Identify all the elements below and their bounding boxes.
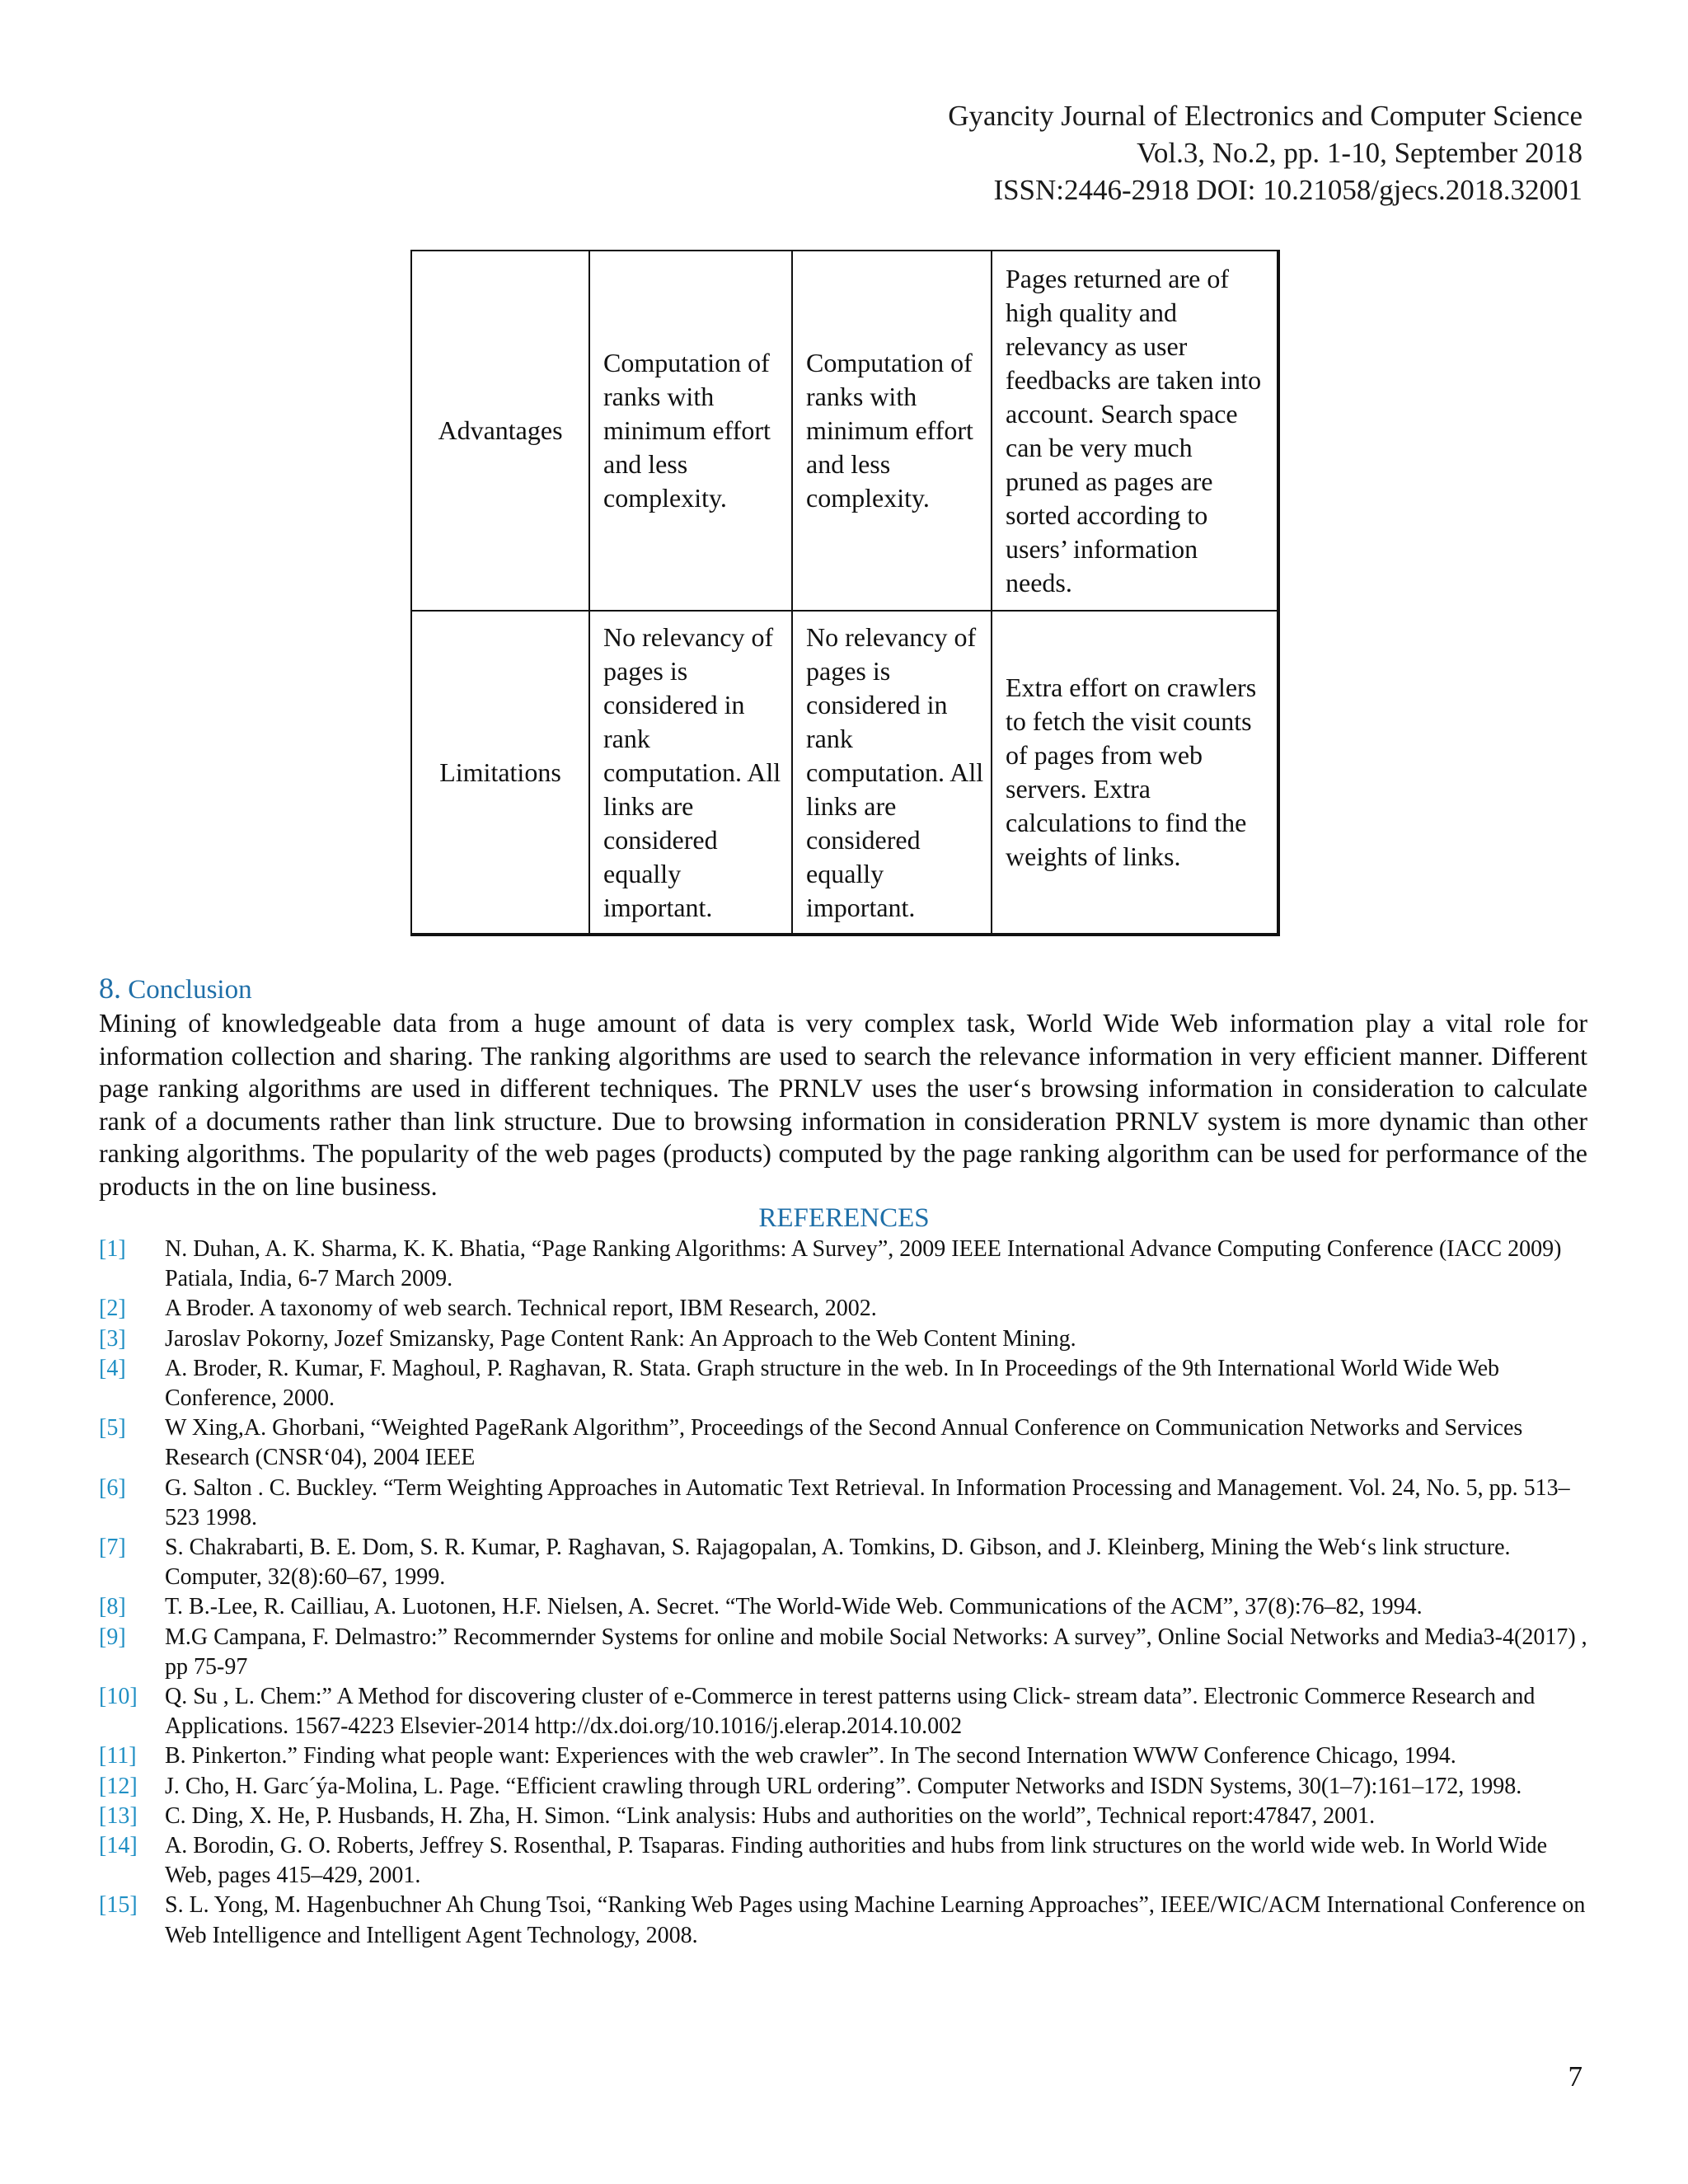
reference-item xyxy=(99,1413,1587,1473)
reference-number-link[interactable]: [11] xyxy=(99,1743,137,1769)
reference-item xyxy=(99,1533,1587,1592)
references-list xyxy=(99,1235,1587,1951)
reference-item xyxy=(99,1354,1587,1413)
reference-text: J. Cho, H. Garc´ýa-Molina, L. Page. “Efficient crawling through URL ordering”. Computer Networks and ISDN Systems, 30(1–7):161–172, 1998. xyxy=(165,1773,1522,1799)
reference-number-link[interactable]: [13] xyxy=(99,1802,138,1829)
section-heading-conclusion xyxy=(99,971,252,1007)
reference-number-link[interactable]: [12] xyxy=(99,1773,138,1799)
reference-number-link[interactable]: [9] xyxy=(99,1624,126,1650)
reference-item xyxy=(99,1623,1587,1682)
table-cell: Extra effort on crawlers to fetch the visit counts of pages from web servers. Extra calculations to find the weights of links. xyxy=(992,611,1278,935)
reference-number-link[interactable]: [1] xyxy=(99,1236,126,1262)
reference-number-link[interactable]: [3] xyxy=(99,1325,126,1352)
references-heading: REFERENCES xyxy=(758,1203,930,1233)
reference-item xyxy=(99,1682,1587,1741)
journal-name: Gyancity Journal of Electronics and Computer Science xyxy=(948,100,1582,132)
reference-text: T. B.-Lee, R. Cailliau, A. Luotonen, H.F. Nielsen, A. Secret. “The World-Wide Web. Communications of the ACM”, 37(8):76–82, 1994. xyxy=(165,1594,1423,1620)
reference-number-link[interactable]: [14] xyxy=(99,1833,138,1859)
table-cell: Computation of ranks with minimum effort and less complexity. xyxy=(792,251,992,611)
conclusion-body xyxy=(99,1007,1587,1202)
reference-item xyxy=(99,1235,1587,1294)
table-cell: Computation of ranks with minimum effort and less complexity. xyxy=(589,251,792,611)
reference-item xyxy=(99,1831,1587,1891)
reference-item xyxy=(99,1474,1587,1533)
reference-item xyxy=(99,1741,1587,1771)
reference-text: B. Pinkerton.” Finding what people want: Experiences with the web crawler”. In The second Internation WWW Conference Chicago, 1994. xyxy=(165,1743,1456,1769)
reference-text: A. Broder, R. Kumar, F. Maghoul, P. Raghavan, R. Stata. Graph structure in the web. In In Proceedings of the 9th International World Wide Web Conference, 2000. xyxy=(165,1355,1500,1412)
table-row-limitations xyxy=(411,611,1278,935)
reference-number-link[interactable]: [6] xyxy=(99,1474,126,1501)
conclusion-paragraph: Mining of knowledgeable data from a huge amount of data is very complex task, World Wide Web information play a vital role for information collection and sharing. The ranking algorithms are used to search the relevance information in very efficient manner. Different page ranking algorithms are used in different techniques. The PRNLV uses the user‘s browsing information in consideration to calculate rank of a documents rather than link structure. Due to browsing information in consideration PRNLV system is more dynamic than other ranking algorithms. The popularity of the web pages (products) computed by the page ranking algorithm can be used for performance of the products in the on line business. xyxy=(99,1008,1587,1201)
reference-text: C. Ding, X. He, P. Husbands, H. Zha, H. Simon. “Link analysis: Hubs and authorities on the world”, Technical report:47847, 2001. xyxy=(165,1802,1376,1829)
reference-number-link[interactable]: [2] xyxy=(99,1296,126,1322)
reference-item xyxy=(99,1891,1587,1950)
section-title: Conclusion xyxy=(128,975,252,1005)
table-cell: Pages returned are of high quality and relevancy as user feedbacks are taken into account. Search space can be very much pruned as pages are sorted according to users’ information needs. xyxy=(992,251,1278,611)
table-row-advantages xyxy=(411,251,1278,611)
reference-item xyxy=(99,1802,1587,1831)
reference-number-link[interactable]: [7] xyxy=(99,1535,126,1561)
page-number: 7 xyxy=(1568,2060,1582,2093)
row-label-limitations: Limitations xyxy=(411,611,589,935)
reference-item xyxy=(99,1324,1587,1354)
reference-item xyxy=(99,1592,1587,1622)
comparison-table xyxy=(410,250,1280,936)
table-cell: No relevancy of pages is considered in rank computation. All links are considered equally important. xyxy=(589,611,792,935)
journal-header xyxy=(593,97,1582,209)
reference-text: N. Duhan, A. K. Sharma, K. K. Bhatia, “Page Ranking Algorithms: A Survey”, 2009 IEEE International Advance Computing Conference (IACC 2009) Patiala, India, 6-7 March 2009. xyxy=(165,1236,1562,1292)
reference-text: Jaroslav Pokorny, Jozef Smizansky, Page Content Rank: An Approach to the Web Content Mining. xyxy=(165,1325,1076,1352)
reference-item xyxy=(99,1294,1587,1324)
reference-number-link[interactable]: [15] xyxy=(99,1892,138,1919)
section-number: 8. xyxy=(99,972,121,1005)
reference-number-link[interactable]: [4] xyxy=(99,1355,126,1381)
journal-volume: Vol.3, No.2, pp. 1-10, September 2018 xyxy=(1137,137,1582,169)
reference-text: M.G Campana, F. Delmastro:” Recommernder Systems for online and mobile Social Networks: A survey”, Online Social Networks and Media3-4(2017) , pp 75-97 xyxy=(165,1624,1587,1680)
reference-number-link[interactable]: [10] xyxy=(99,1684,138,1710)
table-cell: No relevancy of pages is considered in rank computation. All links are considered equally important. xyxy=(792,611,992,935)
reference-text: Q. Su , L. Chem:” A Method for discovering cluster of e-Commerce in terest patterns using Click- stream data”. Electronic Commerce Research and Applications. 1567-4223 Elsevier-2014 http://dx.doi.org/10.1016/j.elerap.2014.10.002 xyxy=(165,1684,1536,1740)
reference-text: W Xing,A. Ghorbani, “Weighted PageRank Algorithm”, Proceedings of the Second Annual Conference on Communication Networks and Services Research (CNSR‘04), 2004 IEEE xyxy=(165,1415,1523,1471)
reference-number-link[interactable]: [5] xyxy=(99,1415,126,1441)
journal-issn-doi: ISSN:2446-2918 DOI: 10.21058/gjecs.2018.32001 xyxy=(993,174,1582,206)
reference-text: A. Borodin, G. O. Roberts, Jeffrey S. Rosenthal, P. Tsaparas. Finding authorities and hubs from link structures on the world wide web. In World Wide Web, pages 415–429, 2001. xyxy=(165,1833,1548,1889)
reference-text: A Broder. A taxonomy of web search. Technical report, IBM Research, 2002. xyxy=(165,1296,877,1322)
reference-text: S. L. Yong, M. Hagenbuchner Ah Chung Tsoi, “Ranking Web Pages using Machine Learning Approaches”, IEEE/WIC/ACM International Conference on Web Intelligence and Intelligent Agent Technology, 2008. xyxy=(165,1892,1586,1948)
reference-number-link[interactable]: [8] xyxy=(99,1594,126,1620)
reference-text: S. Chakrabarti, B. E. Dom, S. R. Kumar, P. Raghavan, S. Rajagopalan, A. Tomkins, D. Gibson, and J. Kleinberg, Mining the Web‘s link structure. Computer, 32(8):60–67, 1999. xyxy=(165,1535,1511,1591)
reference-text: G. Salton . C. Buckley. “Term Weighting Approaches in Automatic Text Retrieval. In Information Processing and Management. Vol. 24, No. 5, pp. 513– 523 1998. xyxy=(165,1474,1570,1530)
reference-item xyxy=(99,1772,1587,1802)
row-label-advantages: Advantages xyxy=(411,251,589,611)
